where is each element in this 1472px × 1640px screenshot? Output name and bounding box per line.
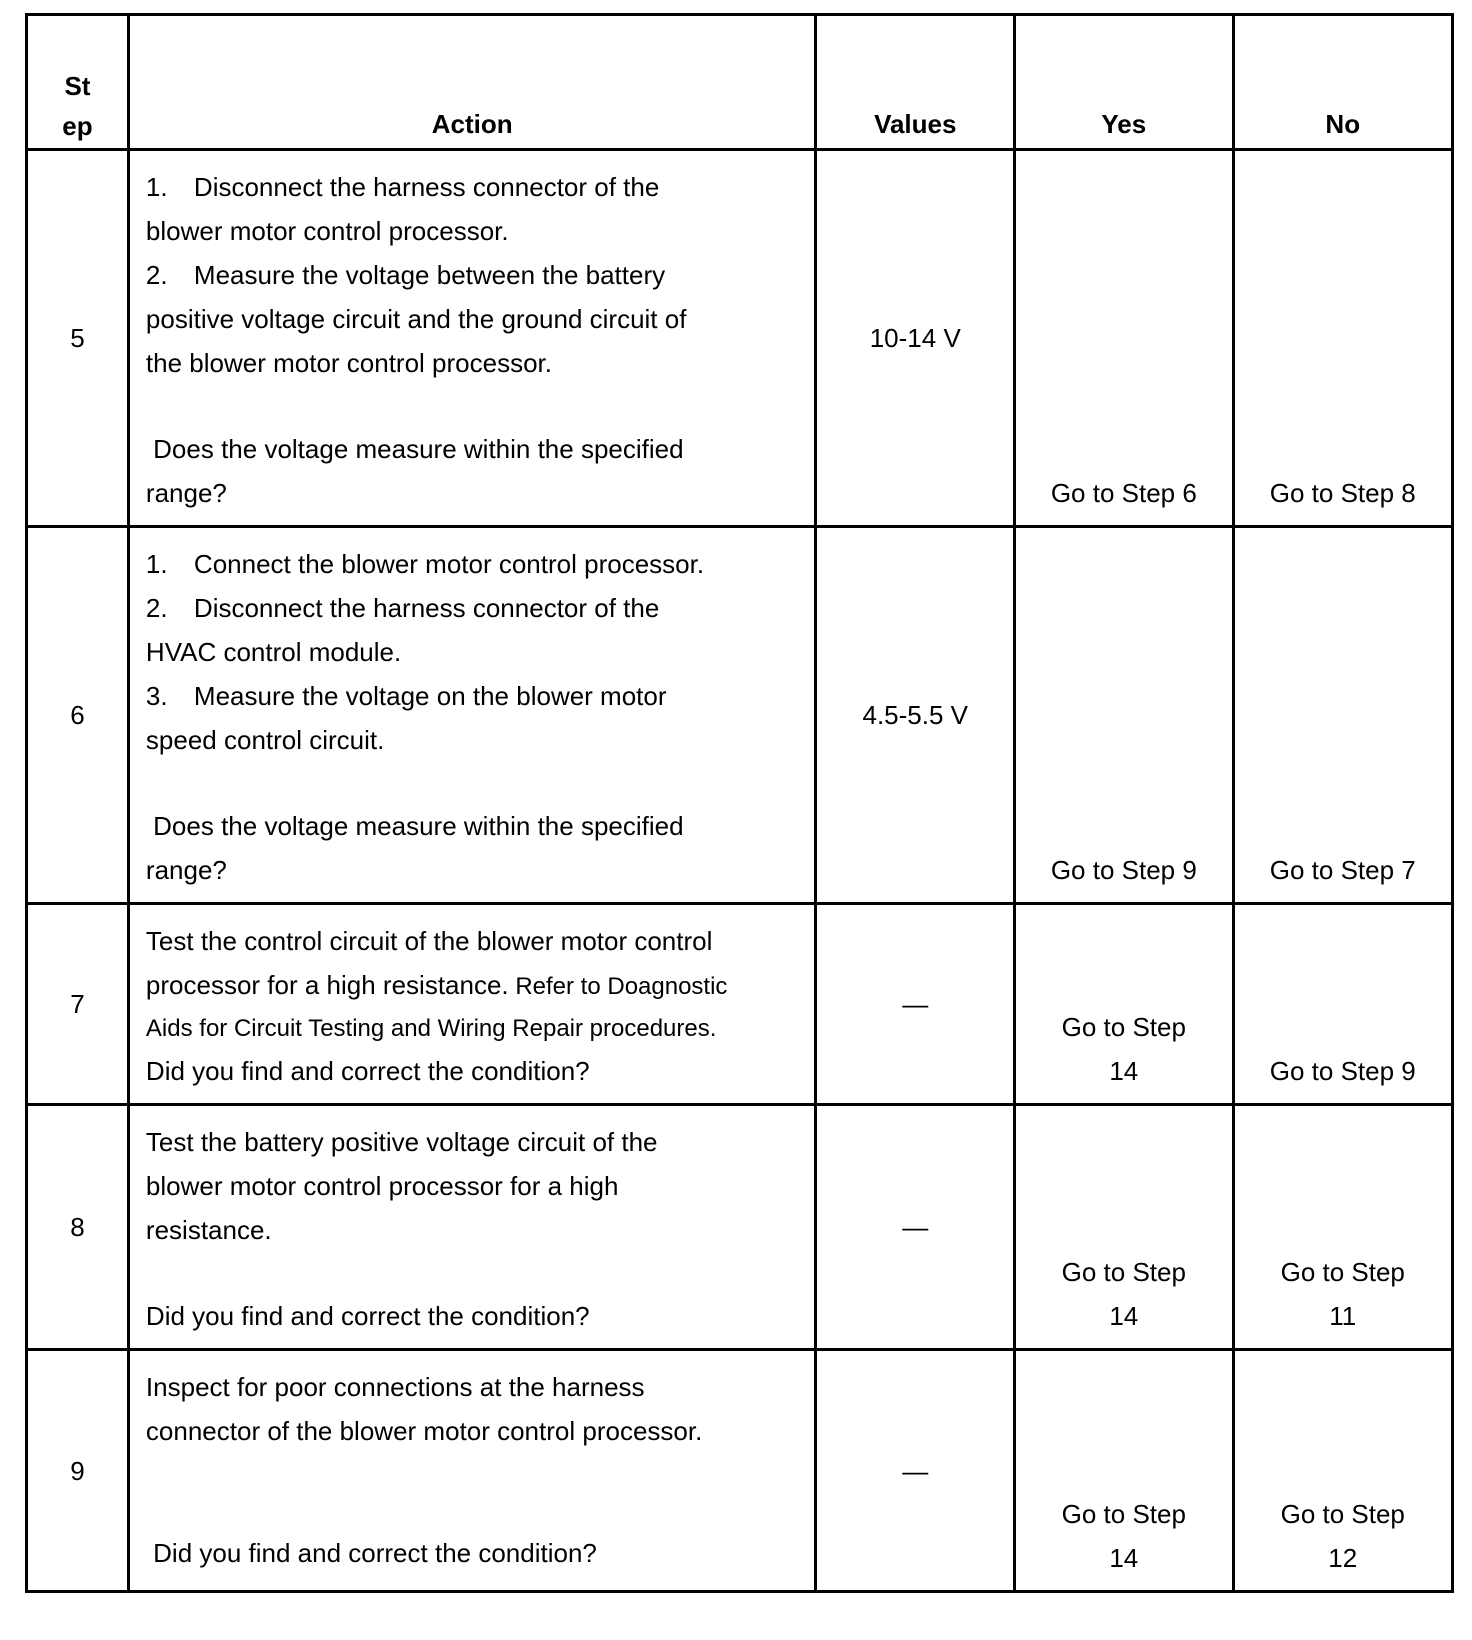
action-line: 2. Disconnect the harness connector of the xyxy=(145,593,660,623)
action-line: the blower motor control processor. xyxy=(145,348,552,378)
no-cell: Go to Step 12 xyxy=(1233,1350,1452,1592)
diagnostic-table xyxy=(25,13,1454,1593)
action-question: Does the voltage measure within the specified xyxy=(145,434,684,464)
header-step xyxy=(27,15,129,150)
header-yes: Yes xyxy=(1015,15,1233,150)
action-line: resistance. xyxy=(145,1215,272,1245)
action-question: Did you find and correct the condition? xyxy=(145,1538,597,1568)
action-line: blower motor control processor. xyxy=(145,216,509,246)
header-step-line-1: St xyxy=(64,71,91,101)
action-cell xyxy=(128,904,816,1105)
table-row xyxy=(27,1105,1453,1350)
step-number: 8 xyxy=(27,1105,129,1350)
action-line: 3. Measure the voltage on the blower motor xyxy=(145,681,667,711)
action-line: Inspect for poor connections at the harness xyxy=(145,1372,645,1402)
action-question: range? xyxy=(145,478,227,508)
step-number: 6 xyxy=(27,527,129,904)
header-no: No xyxy=(1233,15,1452,150)
action-cell xyxy=(128,527,816,904)
yes-cell: Go to Step 14 xyxy=(1015,1350,1233,1592)
step-number: 9 xyxy=(27,1350,129,1592)
action-question: Does the voltage measure within the specified xyxy=(145,811,684,841)
table-row xyxy=(27,1350,1453,1592)
action-line: processor for a high resistance. Refer to Doagnostic xyxy=(145,970,728,1000)
action-line: HVAC control module. xyxy=(145,637,402,667)
action-line: Test the battery positive voltage circuit of the xyxy=(145,1127,658,1157)
action-line: 2. Measure the voltage between the battery xyxy=(145,260,666,290)
action-line: 1. Disconnect the harness connector of the xyxy=(145,172,660,202)
step-number: 7 xyxy=(27,904,129,1105)
value-cell: 10-14 V xyxy=(816,150,1015,527)
yes-cell: Go to Step 9 xyxy=(1015,527,1233,904)
value-cell: — xyxy=(816,904,1015,1105)
no-cell: Go to Step 9 xyxy=(1233,904,1452,1105)
table-row xyxy=(27,904,1453,1105)
value-cell: — xyxy=(816,1350,1015,1592)
action-line: positive voltage circuit and the ground circuit of xyxy=(145,304,687,334)
action-question: range? xyxy=(145,855,227,885)
table-row xyxy=(27,150,1453,527)
value-cell: — xyxy=(816,1105,1015,1350)
action-line: 1. Connect the blower motor control processor. xyxy=(145,549,705,579)
action-line: Aids for Circuit Testing and Wiring Repair procedures. xyxy=(145,1015,717,1042)
header-row xyxy=(27,15,1453,150)
step-number: 5 xyxy=(27,150,129,527)
yes-cell: Go to Step 6 xyxy=(1015,150,1233,527)
action-line: connector of the blower motor control processor. xyxy=(145,1416,703,1446)
header-step-line-2: ep xyxy=(62,111,93,141)
action-cell xyxy=(128,1105,816,1350)
action-question: Did you find and correct the condition? xyxy=(145,1301,590,1331)
action-line: blower motor control processor for a high xyxy=(145,1171,619,1201)
no-cell: Go to Step 11 xyxy=(1233,1105,1452,1350)
action-question: Did you find and correct the condition? xyxy=(145,1056,590,1086)
header-action: Action xyxy=(128,15,816,150)
header-values: Values xyxy=(816,15,1015,150)
table-row xyxy=(27,527,1453,904)
action-cell xyxy=(128,1350,816,1592)
value-cell: 4.5-5.5 V xyxy=(816,527,1015,904)
no-cell: Go to Step 7 xyxy=(1233,527,1452,904)
action-line: Test the control circuit of the blower motor control xyxy=(145,926,713,956)
no-cell: Go to Step 8 xyxy=(1233,150,1452,527)
yes-cell: Go to Step 14 xyxy=(1015,904,1233,1105)
action-line: speed control circuit. xyxy=(145,725,385,755)
yes-cell: Go to Step 14 xyxy=(1015,1105,1233,1350)
action-cell xyxy=(128,150,816,527)
